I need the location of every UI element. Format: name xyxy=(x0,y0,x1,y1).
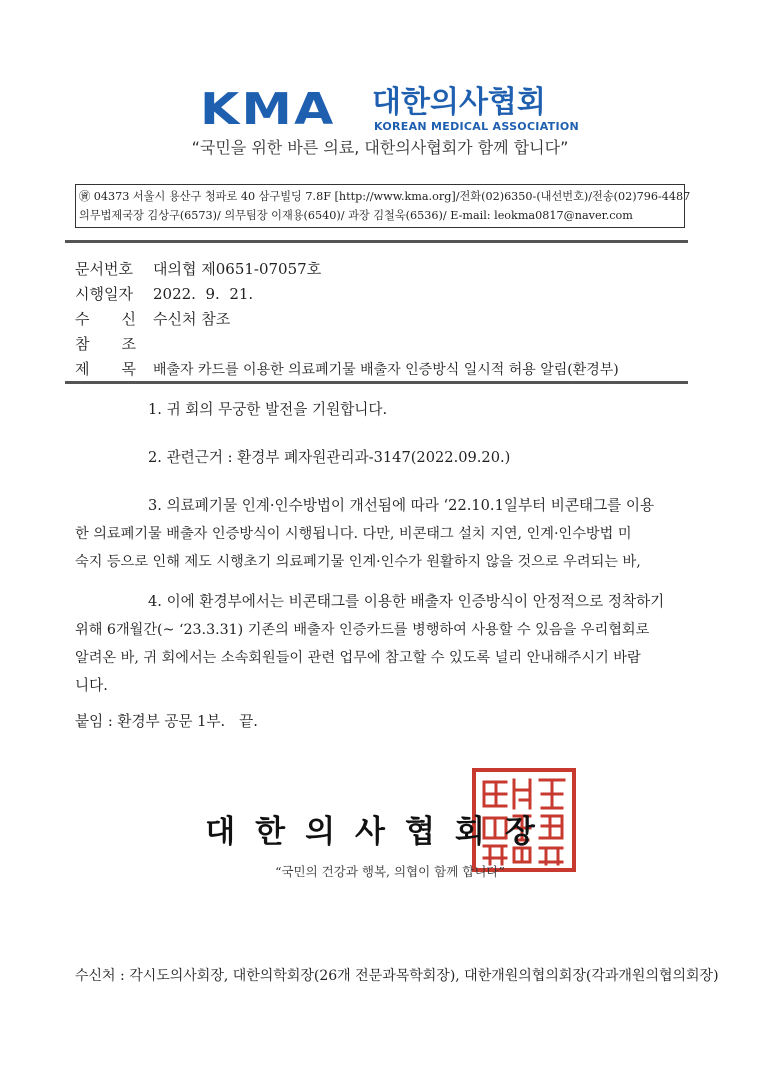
date-label: 시행일자 xyxy=(75,285,133,303)
recipient-value: 수신처 참조 xyxy=(153,310,231,328)
paragraph-3-line-3: 숙지 등으로 인해 제도 시행초기 의료폐기물 인계·인수가 원활하지 않을 것으로 우려되는 바, xyxy=(75,554,641,570)
signer-slogan: “국민의 건강과 행복, 의협이 함께 합니다” xyxy=(275,864,505,879)
address-box xyxy=(75,184,691,228)
meta-divider xyxy=(65,381,688,384)
address-line-1: ㊮ 04373 서울시 용산구 청파로 40 삼구빌딩 7.8F [http://www.kma.org]/전화(02)6350-(내선번호)/전송(02)796-4487 xyxy=(79,190,691,203)
logo-english-name: KOREAN MEDICAL ASSOCIATION xyxy=(374,120,580,133)
paragraph-4-line-2: 위해 6개월간(~ ‘23.3.31) 기존의 배출자 인증카드를 병행하여 사용할 수 있음을 우리협회로 xyxy=(75,622,650,638)
recipient-row xyxy=(75,308,230,330)
paragraph-4-line-4: 니다. xyxy=(75,677,108,694)
issue-date: 2022. 9. 21. xyxy=(153,285,254,303)
subject-label-2: 목 xyxy=(121,360,136,378)
subject-value: 배출자 카드를 이용한 의료폐기물 배출자 인증방식 일시적 허용 알림(환경부) xyxy=(153,362,619,378)
signer-name: 대한의사협회장 xyxy=(205,814,555,850)
paragraph-3-line-2: 한 의료폐기물 배출자 인증방식이 시행됩니다. 다만, 비콘태그 설치 지연, 인계·인수방법 미 xyxy=(75,526,632,542)
attachment-note: 붙임 : 환경부 공문 1부. 끝. xyxy=(75,713,258,730)
logo-letters: KMA xyxy=(200,84,336,135)
paragraph-3 xyxy=(75,492,695,576)
address-line-2: 의무법제국장 김상구(6573)/ 의무팀장 이재용(6540)/ 과장 김철욱(6536)/ E-mail: leokma0817@naver.com xyxy=(79,209,633,222)
reference-label-2: 조 xyxy=(121,335,136,353)
recipient-label-1: 수 xyxy=(75,310,90,328)
logo-korean-name: 대한의사협회 xyxy=(372,85,546,120)
date-row xyxy=(75,283,253,305)
reference-label-1: 참 xyxy=(75,335,90,353)
subject-row xyxy=(75,358,619,380)
header-slogan: “국민을 위한 바른 의료, 대한의사협회가 함께 합니다” xyxy=(191,138,569,157)
header-divider xyxy=(65,240,688,243)
paragraph-1: 1. 귀 회의 무궁한 발전을 기원합니다. xyxy=(148,401,388,418)
recipient-label-2: 신 xyxy=(121,310,136,328)
paragraph-2: 2. 관련근거 : 환경부 폐자원관리과-3147(2022.09.20.) xyxy=(148,449,511,466)
recipients-list: 수신처 : 각시도의사회장, 대한의학회장(26개 전문과목학회장), 대한개원의협의회장(각과개원의협의회장) xyxy=(75,968,719,984)
kma-logo xyxy=(200,84,580,136)
reference-row xyxy=(75,333,153,355)
paragraph-4 xyxy=(75,588,695,700)
doc-number-row xyxy=(75,258,321,280)
paragraph-4-line-3: 알려온 바, 귀 회에서는 소속회원들이 관련 업무에 참고할 수 있도록 널리 안내해주시기 바람 xyxy=(75,650,641,666)
subject-label-1: 제 xyxy=(75,360,90,378)
paragraph-4-line-1: 4. 이에 환경부에서는 비콘태그를 이용한 배출자 인증방식이 안정적으로 정착하기 xyxy=(148,593,665,610)
doc-number-label: 문서번호 xyxy=(75,260,133,278)
doc-number: 대의협 제0651-07057호 xyxy=(153,260,322,278)
paragraph-3-line-1: 3. 의료폐기물 인계·인수방법이 개선됨에 따라 ‘22.10.1일부터 비콘태그를 이용 xyxy=(148,497,655,514)
